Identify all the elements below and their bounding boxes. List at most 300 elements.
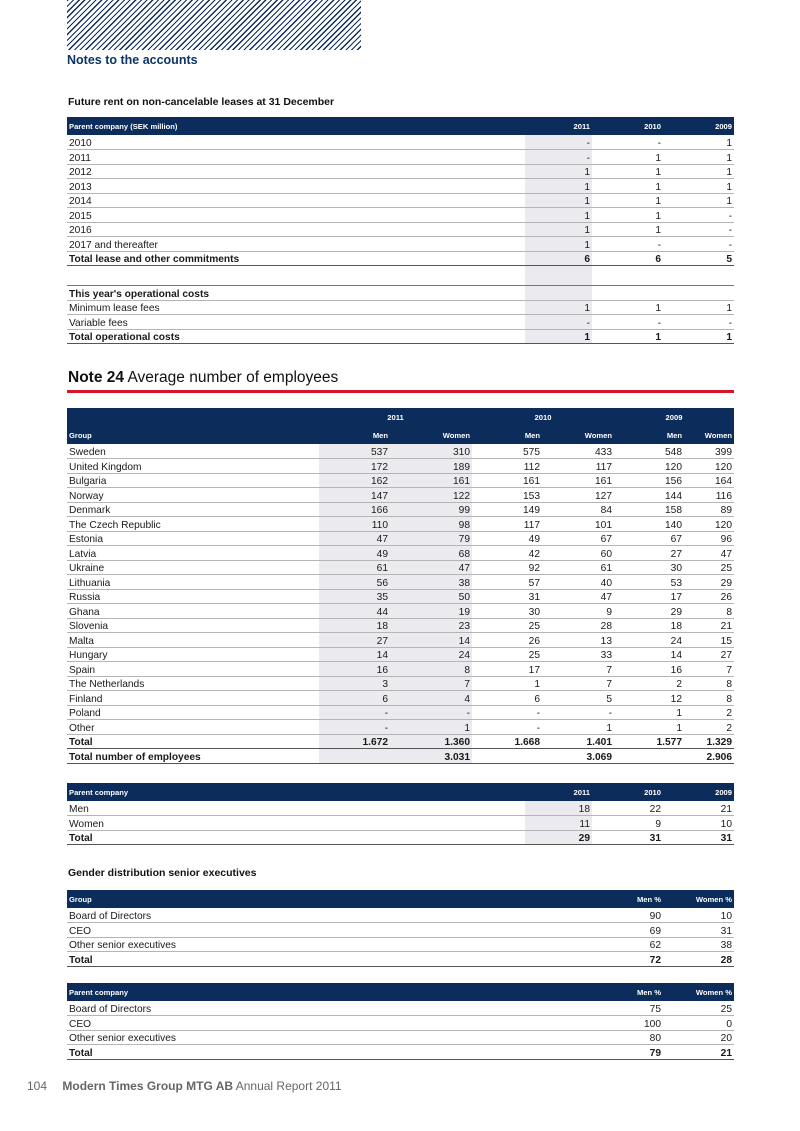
col-header: Women <box>390 426 472 444</box>
table-cell: 2015 <box>67 208 525 223</box>
table-cell: Sweden <box>67 444 319 459</box>
table-cell: 1 <box>663 193 734 208</box>
table-cell: Total <box>67 734 319 749</box>
table-cell: - <box>663 315 734 330</box>
table-cell: 7 <box>542 676 614 691</box>
table-cell: 13 <box>542 633 614 648</box>
table-cell: 21 <box>663 801 734 816</box>
table-cell: - <box>592 237 663 252</box>
note-heading: Average number of employees <box>127 369 339 386</box>
table-cell: 68 <box>390 546 472 561</box>
table-cell: 548 <box>614 444 684 459</box>
table-cell: - <box>525 135 592 150</box>
table-cell: 20 <box>663 1030 734 1045</box>
table-cell: 1 <box>592 300 663 315</box>
table-cell: 161 <box>542 473 614 488</box>
section-header: Notes to the accounts <box>67 53 198 67</box>
table-cell: CEO <box>67 1016 592 1031</box>
table-cell: Total <box>67 1045 592 1060</box>
table-cell: 5 <box>542 691 614 706</box>
table-cell: 1 <box>525 300 592 315</box>
table-cell: 25 <box>472 647 542 662</box>
table-cell: 147 <box>319 488 390 503</box>
table-cell: 100 <box>592 1016 663 1031</box>
table-cell: 22 <box>592 801 663 816</box>
col-header: Men % <box>592 890 663 908</box>
table-cell: Spain <box>67 662 319 677</box>
table-cell: Board of Directors <box>67 1001 592 1016</box>
table-cell: 80 <box>592 1030 663 1045</box>
table-cell: 140 <box>614 517 684 532</box>
col-header: 2009 <box>663 117 734 135</box>
table-cell: 84 <box>542 502 614 517</box>
table-cell: 1 <box>663 135 734 150</box>
table-cell: The Czech Republic <box>67 517 319 532</box>
table-cell: 7 <box>542 662 614 677</box>
total-row <box>67 251 734 266</box>
col-header: Women <box>684 426 734 444</box>
table-cell: 3.069 <box>472 749 614 764</box>
table-cell: 8 <box>684 676 734 691</box>
table-cell: CEO <box>67 923 592 938</box>
col-header: 2010 <box>592 783 663 801</box>
table-cell: 21 <box>684 618 734 633</box>
table-cell: 1 <box>542 720 614 735</box>
table-row <box>67 444 734 459</box>
table-cell: 1 <box>614 705 684 720</box>
table-row <box>67 589 734 604</box>
col-header: Men <box>319 426 390 444</box>
table-cell: - <box>663 237 734 252</box>
table-cell: 2 <box>684 720 734 735</box>
table-cell: 1 <box>614 720 684 735</box>
spacer-row <box>67 266 734 286</box>
table-cell: 18 <box>525 801 592 816</box>
table-cell: 144 <box>614 488 684 503</box>
table-cell: Total number of employees <box>67 749 319 764</box>
col-header: Women <box>542 426 614 444</box>
table-row <box>67 618 734 633</box>
table-cell: 10 <box>663 816 734 831</box>
table-cell: 1 <box>525 179 592 194</box>
table-cell: 99 <box>390 502 472 517</box>
total-row <box>67 952 734 967</box>
table-cell: 27 <box>614 546 684 561</box>
table-cell: Bulgaria <box>67 473 319 488</box>
table-cell: 47 <box>542 589 614 604</box>
table-cell: 1 <box>525 329 592 344</box>
table-cell: 120 <box>684 517 734 532</box>
table-cell: 12 <box>614 691 684 706</box>
table-cell: 1 <box>663 300 734 315</box>
table-cell: 28 <box>542 618 614 633</box>
table-row <box>67 193 734 208</box>
col-header: Women % <box>663 890 734 908</box>
table-cell: 98 <box>390 517 472 532</box>
table-cell: - <box>319 720 390 735</box>
table-cell: - <box>592 315 663 330</box>
table-row <box>67 315 734 330</box>
table-cell: 6 <box>592 251 663 266</box>
hatch-pattern-decoration <box>67 0 361 50</box>
table-cell: 1 <box>592 164 663 179</box>
table-cell: 1 <box>525 237 592 252</box>
table-cell: 92 <box>472 560 542 575</box>
table-row <box>67 937 734 952</box>
table-cell: 26 <box>684 589 734 604</box>
table-cell: - <box>525 150 592 165</box>
table-row <box>67 662 734 677</box>
table-cell: 31 <box>663 830 734 845</box>
total-row <box>67 734 734 749</box>
table-cell: 44 <box>319 604 390 619</box>
table-cell: 156 <box>614 473 684 488</box>
table-cell: 1 <box>525 193 592 208</box>
table-row <box>67 923 734 938</box>
table-cell: 67 <box>542 531 614 546</box>
table-cell: Board of Directors <box>67 908 592 923</box>
table-cell: 10 <box>663 908 734 923</box>
table-cell: 2016 <box>67 222 525 237</box>
table-cell: 69 <box>592 923 663 938</box>
table-cell: 433 <box>542 444 614 459</box>
table-cell: 122 <box>390 488 472 503</box>
table-cell: 7 <box>684 662 734 677</box>
table-cell: 79 <box>390 531 472 546</box>
table-cell: 1 <box>592 208 663 223</box>
table-cell: 1 <box>592 179 663 194</box>
report-name: Annual Report 2011 <box>235 1079 342 1093</box>
table-cell: 8 <box>390 662 472 677</box>
table-cell: 149 <box>472 502 542 517</box>
table-row <box>67 150 734 165</box>
table-cell: Ukraine <box>67 560 319 575</box>
table-cell: Total lease and other commitments <box>67 251 525 266</box>
table-cell: Russia <box>67 589 319 604</box>
table-cell: 14 <box>614 647 684 662</box>
table-cell: Variable fees <box>67 315 525 330</box>
col-header: 2009 <box>663 783 734 801</box>
table-cell: 31 <box>663 923 734 938</box>
table-cell: 9 <box>592 816 663 831</box>
table-cell: 117 <box>472 517 542 532</box>
table-row <box>67 546 734 561</box>
table-cell: 30 <box>472 604 542 619</box>
table-cell: 1 <box>592 193 663 208</box>
table-row <box>67 647 734 662</box>
page-footer <box>27 1079 342 1093</box>
table-cell: 31 <box>472 589 542 604</box>
col-header: Group <box>67 890 592 908</box>
table-cell: United Kingdom <box>67 459 319 474</box>
table-cell: Women <box>67 816 525 831</box>
table-cell: 1.668 <box>472 734 542 749</box>
table-cell: 2013 <box>67 179 525 194</box>
table-cell: 116 <box>684 488 734 503</box>
table-cell: 89 <box>684 502 734 517</box>
table-cell: 18 <box>614 618 684 633</box>
table-row <box>67 135 734 150</box>
table-row <box>67 816 734 831</box>
table-row <box>67 1030 734 1045</box>
table-cell: - <box>663 222 734 237</box>
col-header: Men <box>614 426 684 444</box>
table-cell: 1 <box>592 150 663 165</box>
table-row <box>67 801 734 816</box>
table-cell: 31 <box>592 830 663 845</box>
table-cell: 60 <box>542 546 614 561</box>
table-cell: - <box>390 705 472 720</box>
table-cell: 158 <box>614 502 684 517</box>
table-row <box>67 531 734 546</box>
table-cell: 24 <box>390 647 472 662</box>
table-cell: 6 <box>525 251 592 266</box>
col-header: 2011 <box>525 117 592 135</box>
table-cell: 537 <box>319 444 390 459</box>
table-row <box>67 488 734 503</box>
table-row <box>67 502 734 517</box>
table-cell: 117 <box>542 459 614 474</box>
table-row <box>67 575 734 590</box>
table-row <box>67 633 734 648</box>
table-cell: 8 <box>684 691 734 706</box>
table-cell: 49 <box>319 546 390 561</box>
table-row <box>67 237 734 252</box>
table-cell: 1 <box>663 329 734 344</box>
total-row <box>67 1045 734 1060</box>
table-cell: 189 <box>390 459 472 474</box>
subsection-row <box>67 286 734 301</box>
table-row <box>67 604 734 619</box>
table-row <box>67 164 734 179</box>
table-cell: 47 <box>390 560 472 575</box>
table-cell: 21 <box>663 1045 734 1060</box>
table-cell: 120 <box>684 459 734 474</box>
table-cell: 79 <box>592 1045 663 1060</box>
table-row <box>67 517 734 532</box>
table-cell: 29 <box>525 830 592 845</box>
table-cell: 53 <box>614 575 684 590</box>
table-cell: 25 <box>684 560 734 575</box>
table-cell: 30 <box>614 560 684 575</box>
table-cell: Norway <box>67 488 319 503</box>
table-cell: 1 <box>525 164 592 179</box>
table-cell: Men <box>67 801 525 816</box>
table-cell: 62 <box>592 937 663 952</box>
table-cell: 27 <box>319 633 390 648</box>
gender-title: Gender distribution senior executives <box>68 867 257 879</box>
table-cell: 110 <box>319 517 390 532</box>
col-header: Parent company <box>67 983 592 1001</box>
table-cell: 399 <box>684 444 734 459</box>
table-cell: 1.672 <box>319 734 390 749</box>
table-cell: Hungary <box>67 647 319 662</box>
table-cell: Malta <box>67 633 319 648</box>
table-row <box>67 459 734 474</box>
table-cell: 2 <box>684 705 734 720</box>
table-cell: 29 <box>614 604 684 619</box>
table-row <box>67 705 734 720</box>
table-cell: 16 <box>319 662 390 677</box>
table-cell: 49 <box>472 531 542 546</box>
table-cell: 25 <box>663 1001 734 1016</box>
table-cell: 14 <box>319 647 390 662</box>
table-cell: 575 <box>472 444 542 459</box>
gender-group-table <box>67 890 734 967</box>
gender-parent-table <box>67 983 734 1060</box>
table-cell: 33 <box>542 647 614 662</box>
table-cell: 27 <box>684 647 734 662</box>
col-header: Women % <box>663 983 734 1001</box>
table-cell: 18 <box>319 618 390 633</box>
table-cell: 24 <box>614 633 684 648</box>
table-cell: 57 <box>472 575 542 590</box>
table-cell: 75 <box>592 1001 663 1016</box>
table-cell: 42 <box>472 546 542 561</box>
page-number: 104 <box>27 1079 48 1093</box>
note-24-title <box>68 369 338 387</box>
table-cell: Finland <box>67 691 319 706</box>
table-cell: 40 <box>542 575 614 590</box>
table-row <box>67 473 734 488</box>
table-row <box>67 222 734 237</box>
table-cell: 120 <box>614 459 684 474</box>
table-cell: 25 <box>472 618 542 633</box>
table-cell: 61 <box>542 560 614 575</box>
table-cell: 1.401 <box>542 734 614 749</box>
table-cell: 1 <box>663 179 734 194</box>
subsection-heading: This year's operational costs <box>67 286 525 301</box>
table-cell: 28 <box>663 952 734 967</box>
table-cell: 17 <box>614 589 684 604</box>
table-cell: 0 <box>663 1016 734 1031</box>
table-cell: - <box>319 705 390 720</box>
table-row <box>67 208 734 223</box>
table-cell: 2.906 <box>614 749 734 764</box>
col-header: 2011 <box>525 783 592 801</box>
table-cell: 112 <box>472 459 542 474</box>
table-cell: 3 <box>319 676 390 691</box>
table-cell: 1 <box>525 222 592 237</box>
table-cell: 47 <box>684 546 734 561</box>
table-cell: Denmark <box>67 502 319 517</box>
table-row <box>67 691 734 706</box>
table-cell: - <box>542 705 614 720</box>
table-cell: - <box>525 315 592 330</box>
table-cell: 1.329 <box>684 734 734 749</box>
table-cell: Other senior executives <box>67 1030 592 1045</box>
table-cell: Total <box>67 830 525 845</box>
table-cell: 1 <box>525 208 592 223</box>
year-header: 2010 <box>472 408 614 426</box>
leases-table <box>67 117 734 344</box>
table-row <box>67 560 734 575</box>
col-header: Men % <box>592 983 663 1001</box>
table-cell: Lithuania <box>67 575 319 590</box>
table-cell: 6 <box>472 691 542 706</box>
table-cell: 26 <box>472 633 542 648</box>
table-cell: 1.360 <box>390 734 472 749</box>
table-cell: 164 <box>684 473 734 488</box>
table-cell: 1 <box>390 720 472 735</box>
table-cell: - <box>472 705 542 720</box>
table-row <box>67 720 734 735</box>
table-cell: 50 <box>390 589 472 604</box>
table-cell: 11 <box>525 816 592 831</box>
employees-table <box>67 408 734 764</box>
table-row <box>67 1001 734 1016</box>
table-cell: 3.031 <box>319 749 472 764</box>
leases-title: Future rent on non-cancelable leases at 31 December <box>68 96 335 108</box>
table-cell: 67 <box>614 531 684 546</box>
table-cell: 1 <box>663 150 734 165</box>
table-cell: 15 <box>684 633 734 648</box>
table-cell: 61 <box>319 560 390 575</box>
table-cell: 2014 <box>67 193 525 208</box>
table-cell: 90 <box>592 908 663 923</box>
table-row <box>67 1016 734 1031</box>
table-cell: 8 <box>684 604 734 619</box>
table-cell: 17 <box>472 662 542 677</box>
table-cell: 2012 <box>67 164 525 179</box>
table-cell: Total <box>67 952 592 967</box>
table-cell: 161 <box>390 473 472 488</box>
table-cell: 1 <box>472 676 542 691</box>
table-cell: 6 <box>319 691 390 706</box>
table-cell: 35 <box>319 589 390 604</box>
table-cell: Latvia <box>67 546 319 561</box>
table-cell: 172 <box>319 459 390 474</box>
table-cell: 2011 <box>67 150 525 165</box>
table-cell: 4 <box>390 691 472 706</box>
table-cell: 153 <box>472 488 542 503</box>
table-row <box>67 908 734 923</box>
table-cell: Other <box>67 720 319 735</box>
table-cell: 166 <box>319 502 390 517</box>
table-cell: 310 <box>390 444 472 459</box>
col-header: Group <box>67 426 319 444</box>
parent-employees-table <box>67 783 734 845</box>
table-cell: Other senior executives <box>67 937 592 952</box>
table-cell: 1 <box>592 329 663 344</box>
table-cell: The Netherlands <box>67 676 319 691</box>
table-cell: 2010 <box>67 135 525 150</box>
table-cell: 23 <box>390 618 472 633</box>
table-cell: 38 <box>663 937 734 952</box>
table-cell: 29 <box>684 575 734 590</box>
table-row <box>67 676 734 691</box>
year-header: 2011 <box>319 408 472 426</box>
red-divider <box>67 390 734 393</box>
col-header: Men <box>472 426 542 444</box>
table-cell: 5 <box>663 251 734 266</box>
col-header: Parent company (SEK million) <box>67 117 525 135</box>
table-cell: 72 <box>592 952 663 967</box>
table-row <box>67 300 734 315</box>
table-cell: - <box>472 720 542 735</box>
table-cell: 2017 and thereafter <box>67 237 525 252</box>
table-cell: 47 <box>319 531 390 546</box>
table-row <box>67 179 734 194</box>
note-number: Note 24 <box>68 369 124 386</box>
table-cell: 14 <box>390 633 472 648</box>
table-cell: 38 <box>390 575 472 590</box>
table-cell: - <box>592 135 663 150</box>
table-cell: Total operational costs <box>67 329 525 344</box>
table-cell: 101 <box>542 517 614 532</box>
col-header: Parent company <box>67 783 525 801</box>
table-cell: 1.577 <box>614 734 684 749</box>
